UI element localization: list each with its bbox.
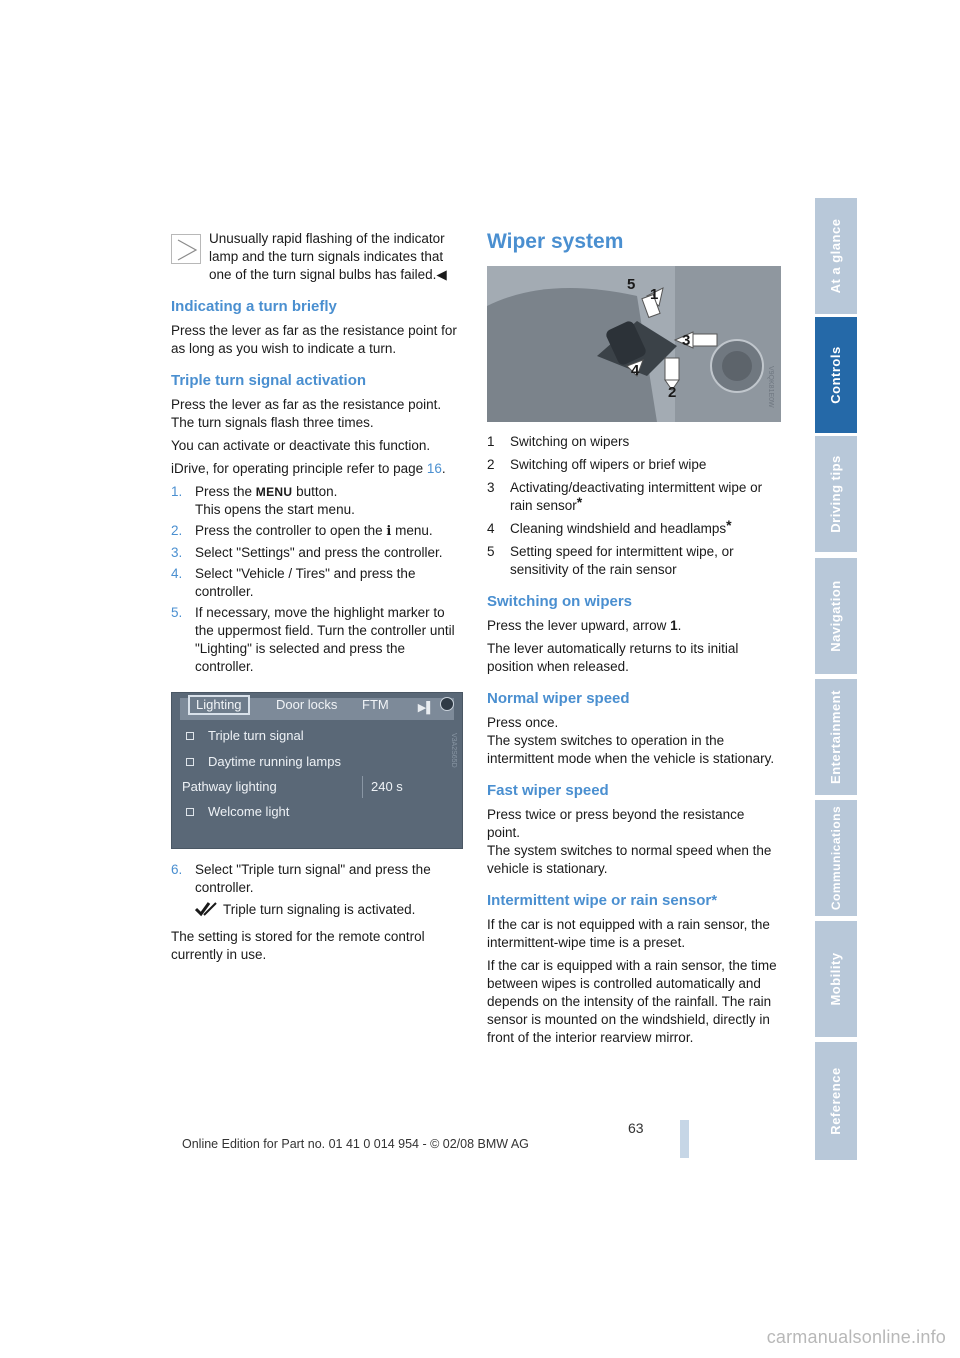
screen-row-label: Triple turn signal: [208, 728, 304, 743]
right-column: [487, 230, 781, 1052]
image-label-2: 2: [668, 384, 677, 401]
side-tab-mobility[interactable]: [815, 921, 857, 1037]
turn-briefly-body: Press the lever as far as the resistance point for as long as you wish to indicate a turn.: [171, 323, 457, 356]
fast-p: [487, 806, 781, 878]
switching-on-p2: The lever automatically returns to its initial position when released.: [487, 641, 739, 674]
side-index: [815, 198, 857, 1160]
screen-row-value: 240 s: [362, 776, 403, 798]
side-tab-label: Mobility: [828, 952, 843, 1006]
triple-p1: Press the lever as far as the resistance point. The turn signals flash three times.: [171, 397, 442, 430]
end-mark-icon: ◀: [436, 267, 447, 282]
arrow-number: 1: [670, 618, 678, 633]
heading-normal-speed: Normal wiper speed: [487, 690, 630, 707]
side-tab-navigation[interactable]: [815, 558, 857, 674]
switching-on-end: .: [677, 618, 682, 633]
callout-text: Setting speed for intermittent wipe, or sensitivity of the rain sensor: [510, 544, 734, 577]
triple-p3-text: iDrive, for operating principle refer to page: [171, 461, 427, 476]
closing-text: The setting is stored for the remote control currently in use.: [171, 929, 425, 962]
step-number: 6.: [171, 862, 183, 877]
step-number: 4.: [171, 566, 183, 581]
callout-text: Switching off wipers or brief wipe: [510, 457, 707, 472]
checkbox-icon: [186, 808, 194, 816]
callout-number: 2: [487, 457, 495, 472]
image-label-3: 3: [682, 332, 691, 349]
normal-p: [487, 714, 781, 768]
step-item: [171, 483, 463, 519]
side-tab-label: Driving tips: [828, 455, 843, 533]
step-number: 2.: [171, 523, 183, 538]
switching-on-text: Press the lever upward, arrow: [487, 618, 671, 633]
side-tab-controls[interactable]: [815, 317, 857, 433]
screen-arrow-icon: ▶▌: [417, 702, 434, 714]
step-text-post: menu.: [391, 523, 433, 538]
checkbox-icon: [186, 732, 194, 740]
callout-item: [487, 433, 781, 451]
side-tab-at-a-glance[interactable]: [815, 198, 857, 314]
screen-row: [180, 776, 454, 798]
footer-bar: [680, 1120, 689, 1158]
step-text-post: button. This opens the start menu.: [195, 484, 355, 517]
side-tab-label: Controls: [828, 346, 843, 404]
steps-list-continued: [171, 861, 463, 897]
screen-row: [180, 801, 454, 823]
side-tab-label: Reference: [828, 1067, 843, 1135]
image-label-1: 1: [650, 286, 659, 303]
callout-number: 4: [487, 521, 495, 536]
callout-text: Cleaning windshield and headlamps: [510, 521, 727, 536]
screen-row-label: Pathway lighting: [182, 779, 277, 794]
callout-list: [487, 433, 781, 579]
menu-button-icon: MENU: [255, 485, 293, 499]
step-item: [171, 861, 463, 897]
step-text: Press the: [195, 484, 256, 499]
triple-p2: You can activate or deactivate this function.: [171, 438, 431, 453]
info-icon: i: [386, 524, 392, 539]
step-text: Select "Settings" and press the controller.: [195, 545, 443, 560]
wiper-lever-image: [487, 266, 781, 422]
section-title: Wiper system: [487, 230, 624, 253]
normal-p2: The system switches to operation in the intermittent mode when the vehicle is stationary.: [487, 733, 775, 766]
screen-row-label: Daytime running lamps: [208, 754, 341, 769]
step-item: [171, 565, 463, 601]
step-item: [171, 522, 463, 541]
callout-item: [487, 479, 781, 515]
side-tab-label: Entertainment: [828, 690, 843, 784]
watermark: carmanualsonline.info: [766, 1327, 946, 1347]
note-text: Unusually rapid flashing of the indicator lamp and the turn signals indicates that one of the turn signal bulbs has failed.: [209, 231, 445, 282]
side-tab-reference[interactable]: [815, 1042, 857, 1160]
triple-p3: [171, 460, 463, 478]
callout-number: 3: [487, 480, 495, 495]
step-number: 5.: [171, 605, 183, 620]
callout-item: [487, 517, 781, 538]
checked-text: Triple turn signaling is activated.: [223, 902, 416, 917]
callout-number: 5: [487, 544, 495, 559]
side-tab-label: At a glance: [828, 218, 843, 294]
callout-item: [487, 456, 781, 474]
intermittent-p2: If the car is equipped with a rain sensor, the time between wipes is controlled automatically and depends on the intensity of the rainfall. The rain sensor is mounted on the windshield, directly in front of the interior rearview mirror.: [487, 958, 777, 1045]
switching-on-p1: [487, 617, 781, 635]
image-label-4: 4: [631, 362, 640, 379]
normal-p1: Press once.: [487, 715, 559, 730]
left-column: [171, 230, 463, 969]
screen-controller-icon: [440, 697, 454, 711]
side-tab-entertainment[interactable]: [815, 679, 857, 795]
callout-text: Switching on wipers: [510, 434, 630, 449]
step-text: If necessary, move the highlight marker to the uppermost field. Turn the controller until "Lighting" is selected and press the controller.: [195, 605, 455, 674]
image-label-5: 5: [627, 276, 636, 293]
side-tab-label: Communications: [829, 805, 843, 911]
fast-p1: Press twice or press beyond the resistance point.: [487, 807, 745, 840]
step-item: [171, 604, 463, 676]
screen-row-label: Welcome light: [208, 804, 290, 819]
checked-line: [171, 901, 463, 922]
idrive-screen-image: [171, 692, 463, 849]
footer-text: Online Edition for Part no. 01 41 0 014 954 - © 02/08 BMW AG: [182, 1137, 529, 1151]
step-text: Select "Vehicle / Tires" and press the controller.: [195, 566, 416, 599]
optional-star: *: [726, 517, 732, 533]
fast-p2: The system switches to normal speed when the vehicle is stationary.: [487, 843, 772, 876]
image-code: V3A2S65D: [450, 733, 457, 768]
side-tab-driving-tips[interactable]: [815, 436, 857, 552]
heading-triple-turn: Triple turn signal activation: [171, 372, 367, 389]
step-number: 1.: [171, 484, 183, 499]
screen-tab-door-locks: Door locks: [276, 697, 338, 712]
checkmark-icon: [195, 901, 217, 922]
steps-list: [171, 483, 463, 676]
page-number: 63: [628, 1120, 644, 1136]
optional-star: *: [576, 494, 583, 510]
step-item: [171, 544, 463, 562]
heading-intermittent: Intermittent wipe or rain sensor*: [487, 892, 718, 909]
screen-row: [180, 751, 454, 773]
page-link[interactable]: 16: [426, 461, 442, 476]
screen-tab-lighting: Lighting: [188, 695, 250, 715]
screen-tab-ftm: FTM: [362, 697, 389, 712]
triple-p3-end: .: [441, 461, 446, 476]
image-code: V9QK81E0W: [767, 366, 774, 408]
callout-number: 1: [487, 434, 495, 449]
checkbox-icon: [186, 758, 194, 766]
screen-row: [180, 725, 454, 747]
note-block: [171, 230, 463, 284]
note-triangle-icon: [171, 234, 201, 264]
heading-fast-speed: Fast wiper speed: [487, 782, 609, 799]
heading-switching-on: Switching on wipers: [487, 593, 633, 610]
side-tab-label: Navigation: [828, 580, 843, 652]
callout-item: [487, 543, 781, 579]
step-text: Select "Triple turn signal" and press the controller.: [195, 862, 431, 895]
step-text: Press the controller to open the: [195, 523, 387, 538]
heading-turn-briefly: Indicating a turn briefly: [171, 298, 337, 315]
intermittent-p1: If the car is not equipped with a rain sensor, the intermittent-wipe time is a preset.: [487, 917, 770, 950]
side-tab-communications[interactable]: [815, 800, 857, 916]
step-number: 3.: [171, 545, 183, 560]
callout-text: Activating/deactivating intermittent wipe or rain sensor: [510, 480, 763, 513]
